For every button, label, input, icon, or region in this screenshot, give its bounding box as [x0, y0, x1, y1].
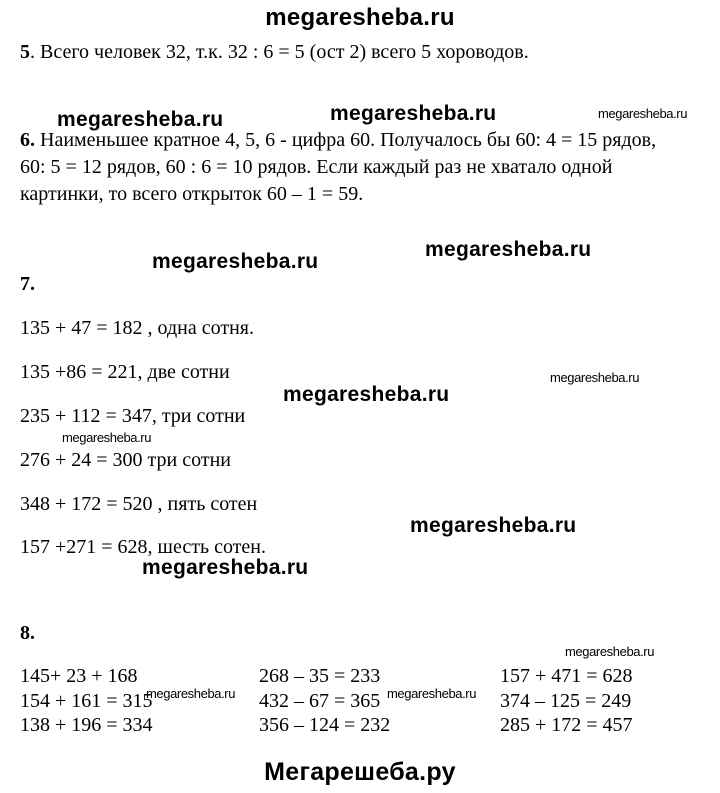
- equation: 285 + 172 = 457: [500, 714, 633, 736]
- task-number: 5: [20, 41, 30, 63]
- watermark: megaresheba.ru: [283, 383, 450, 406]
- equation: 154 + 161 = 315: [20, 690, 153, 712]
- equation: 432 – 67 = 365: [259, 690, 381, 712]
- watermark: megaresheba.ru: [57, 108, 224, 131]
- task-7-line: 235 + 112 = 347, три сотни: [20, 405, 246, 427]
- task-text: Наименьшее кратное 4, 5, 6 - цифра 60. Получалось бы 60: 4 = 15 рядов,: [35, 129, 657, 151]
- task-5: [20, 40, 529, 64]
- watermark: megaresheba.ru: [152, 250, 319, 273]
- watermark: megaresheba.ru: [142, 556, 309, 579]
- task-7-number: 7.: [20, 273, 35, 295]
- task-text: . Всего человек 32, т.к. 32 : 6 = 5 (ост 2) всего 5 хороводов.: [30, 41, 529, 63]
- equation: 268 – 35 = 233: [259, 665, 381, 687]
- task-number: 6.: [20, 129, 35, 151]
- footer-watermark: Мегарешеба.ру: [264, 758, 456, 786]
- task-6-line: 60: 5 = 12 рядов, 60 : 6 = 10 рядов. Если каждый раз не хватало одной: [20, 156, 613, 178]
- watermark: megaresheba.ru: [62, 430, 152, 445]
- task-7-line: 348 + 172 = 520 , пять сотен: [20, 493, 258, 515]
- task-7-line: 135 + 47 = 182 , одна сотня.: [20, 317, 254, 339]
- equation: 356 – 124 = 232: [259, 714, 391, 736]
- watermark: megaresheba.ru: [146, 686, 236, 701]
- equation: 157 + 471 = 628: [500, 665, 633, 687]
- equation: 138 + 196 = 334: [20, 714, 153, 736]
- task-6-line: [20, 128, 656, 152]
- equation: 145+ 23 + 168: [20, 665, 138, 687]
- watermark: megaresheba.ru: [387, 686, 477, 701]
- task-6-line: картинки, то всего открыток 60 – 1 = 59.: [20, 183, 364, 205]
- equation: 374 – 125 = 249: [500, 690, 632, 712]
- watermark: megaresheba.ru: [550, 370, 640, 385]
- task-8-number: 8.: [20, 622, 35, 644]
- task-7-line: 276 + 24 = 300 три сотни: [20, 449, 232, 471]
- header-watermark: megaresheba.ru: [265, 4, 455, 31]
- watermark: megaresheba.ru: [425, 238, 592, 261]
- task-7-line: 135 +86 = 221, две сотни: [20, 361, 230, 383]
- watermark: megaresheba.ru: [598, 106, 688, 121]
- watermark: megaresheba.ru: [330, 102, 497, 125]
- watermark: megaresheba.ru: [565, 644, 655, 659]
- task-7-line: 157 +271 = 628, шесть сотен.: [20, 536, 267, 558]
- watermark: megaresheba.ru: [410, 514, 577, 537]
